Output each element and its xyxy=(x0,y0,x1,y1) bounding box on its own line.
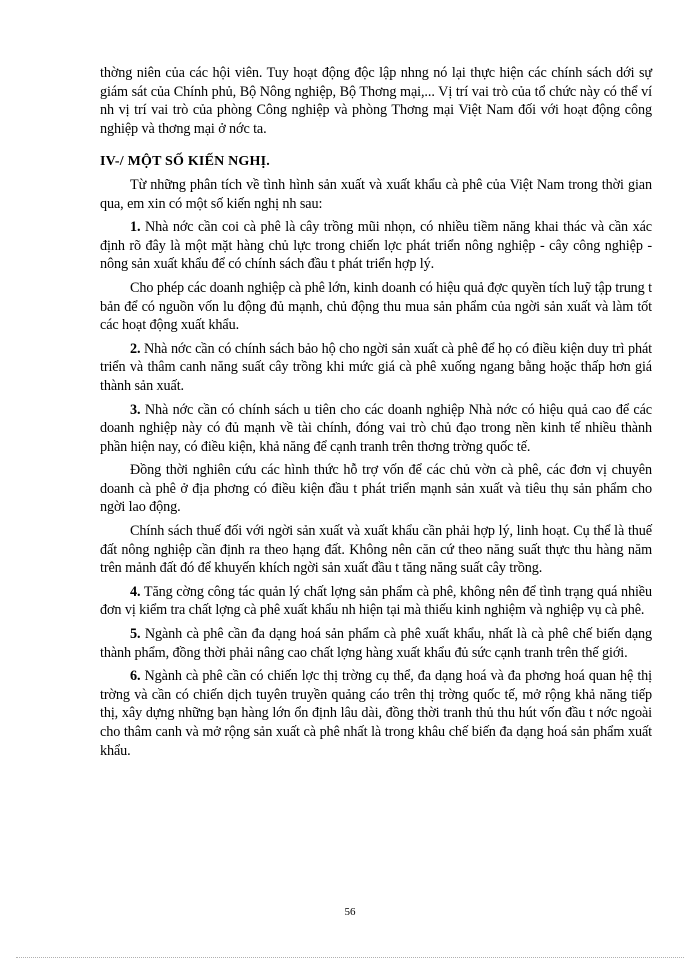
intro-paragraph: thờng niên của các hội viên. Tuy hoạt động độc lập nhng nó lại thực hiện các chính sách dới sự giám sát của Chính phủ, Bộ Nông nghiệp, Bộ Thơng mại,... Vị trí vai trò của tổ chức này có thể ví nh vị trí vai trò của phòng Công nghiệp và phòng Thơng mại Việt Nam đối với hoạt động công nghiệp và thơng mại ở nớc ta. xyxy=(100,65,652,137)
item-text: Chính sách thuế đối với ngời sản xuất và xuất khẩu cần phải hợp lý, linh hoạt. Cụ thể là thuế đất nông nghiệp cần định ra theo hạng đất. Không nên căn cứ theo năng suất thực thu hàng năm trên mảnh đất đó để khuyến khích ngời sản xuất đầu t tăng năng suất cây trồng. xyxy=(100,523,652,577)
item-number: 5. xyxy=(130,626,141,643)
item-number: 2. xyxy=(130,340,141,357)
item-number: 1. xyxy=(130,219,141,236)
item-text: Nhà nớc cần coi cà phê là cây trồng mũi nhọn, có nhiều tiềm năng khai thác và cần xác định rõ đây là một mặt hàng chủ lực trong chiến lợc phát triển nông nghiệp - cây công nghiệp - nông sản xuất khẩu để có chính sách đầu t phát triển hợp lý. xyxy=(100,219,652,273)
page-number: 56 xyxy=(344,906,356,918)
lead-paragraph: Từ những phân tích về tình hình sản xuất và xuất khẩu cà phê của Việt Nam trong thời gian qua, em xin có một số kiến nghị nh sau: xyxy=(100,176,652,212)
recommendation-3 xyxy=(100,401,652,457)
item-number: 4. xyxy=(130,583,141,600)
item-text: Tăng cờng công tác quản lý chất lợng sản phẩm cà phê, không nên để tình trạng quá nhiều đơn vị kiểm tra chất lợng cà phê xuất khẩu nh hiện tại mà thiếu kinh nghiệm và nghiệp vụ cà phê. xyxy=(100,583,652,619)
item-text: Nhà nớc cần có chính sách bảo hộ cho ngời sản xuất cà phê để họ có điều kiện duy trì phát triển và thâm canh năng suất cây trồng khi mức giá cà phê xuống ngang bằng hoặc thấp hơn giá thành sản xuất. xyxy=(100,340,652,394)
recommendation-2 xyxy=(100,340,652,396)
item-text: Nhà nớc cần có chính sách u tiên cho các doanh nghiệp Nhà nớc có hiệu quả cao để các doanh nghiệp này có đủ mạnh về tài chính, đóng vai trò chủ đạo trong nền kinh tế nhiều thành phần hiện nay, có điều kiện, khả năng để cạnh tranh trên thơng trờng quốc tế. xyxy=(100,401,652,455)
tax-policy-paragraph xyxy=(100,522,652,578)
recommendation-1 xyxy=(100,218,652,274)
recommendation-4 xyxy=(100,583,652,620)
item-text: Đồng thời nghiên cứu các hình thức hỗ trợ vốn để các chủ vờn cà phê, các đơn vị chuyên doanh cà phê ở địa phơng có điều kiện đầu t phát triển mạnh sản xuất và tiêu thụ sản phẩm cho ngời lao động. xyxy=(100,462,652,516)
document-page xyxy=(100,64,652,765)
footer-divider xyxy=(16,957,684,958)
item-text: Cho phép các doanh nghiệp cà phê lớn, kinh doanh có hiệu quả đợc quyền tích luỹ tập trung t bản để có nguồn vốn lu động đủ mạnh, chủ động thu mua sản phẩm của ngời sản xuất và làm tốt các hoạt động xuất khẩu. xyxy=(100,279,652,334)
item-text: Ngành cà phê cần có chiến lợc thị trờng cụ thể, đa dạng hoá và đa phơng hoá quan hệ thị trờng và cần có chiến dịch tuyên truyền quảng cáo trên thị trờng quốc tế, mở rộng khả năng tiếp thị, xây dựng những bạn hàng lớn ổn định lâu dài, đồng thời tranh thủ thu hút vốn đầu t nớc ngoài cho thâm canh và mở rộng sản xuất cà phê nhất là trong khâu chế biến đa dạng hoá sản phẩm xuất khẩu. xyxy=(100,668,652,759)
item-number: 3. xyxy=(130,401,141,418)
recommendation-6 xyxy=(100,667,652,760)
item-text: Ngành cà phê cần đa dạng hoá sản phẩm cà phê xuất khẩu, nhất là cà phê chế biến dạng thành phẩm, đồng thời phải nâng cao chất lợng hàng xuất khẩu đủ sức cạnh tranh trên thế giới. xyxy=(100,626,652,661)
recommendation-5 xyxy=(100,625,652,662)
section-heading: IV-/ MỘT SỐ KIẾN NGHỊ. xyxy=(100,154,270,170)
recommendation-3-continued xyxy=(100,461,652,517)
item-number: 6. xyxy=(130,668,141,685)
recommendation-1-continued xyxy=(100,279,652,335)
